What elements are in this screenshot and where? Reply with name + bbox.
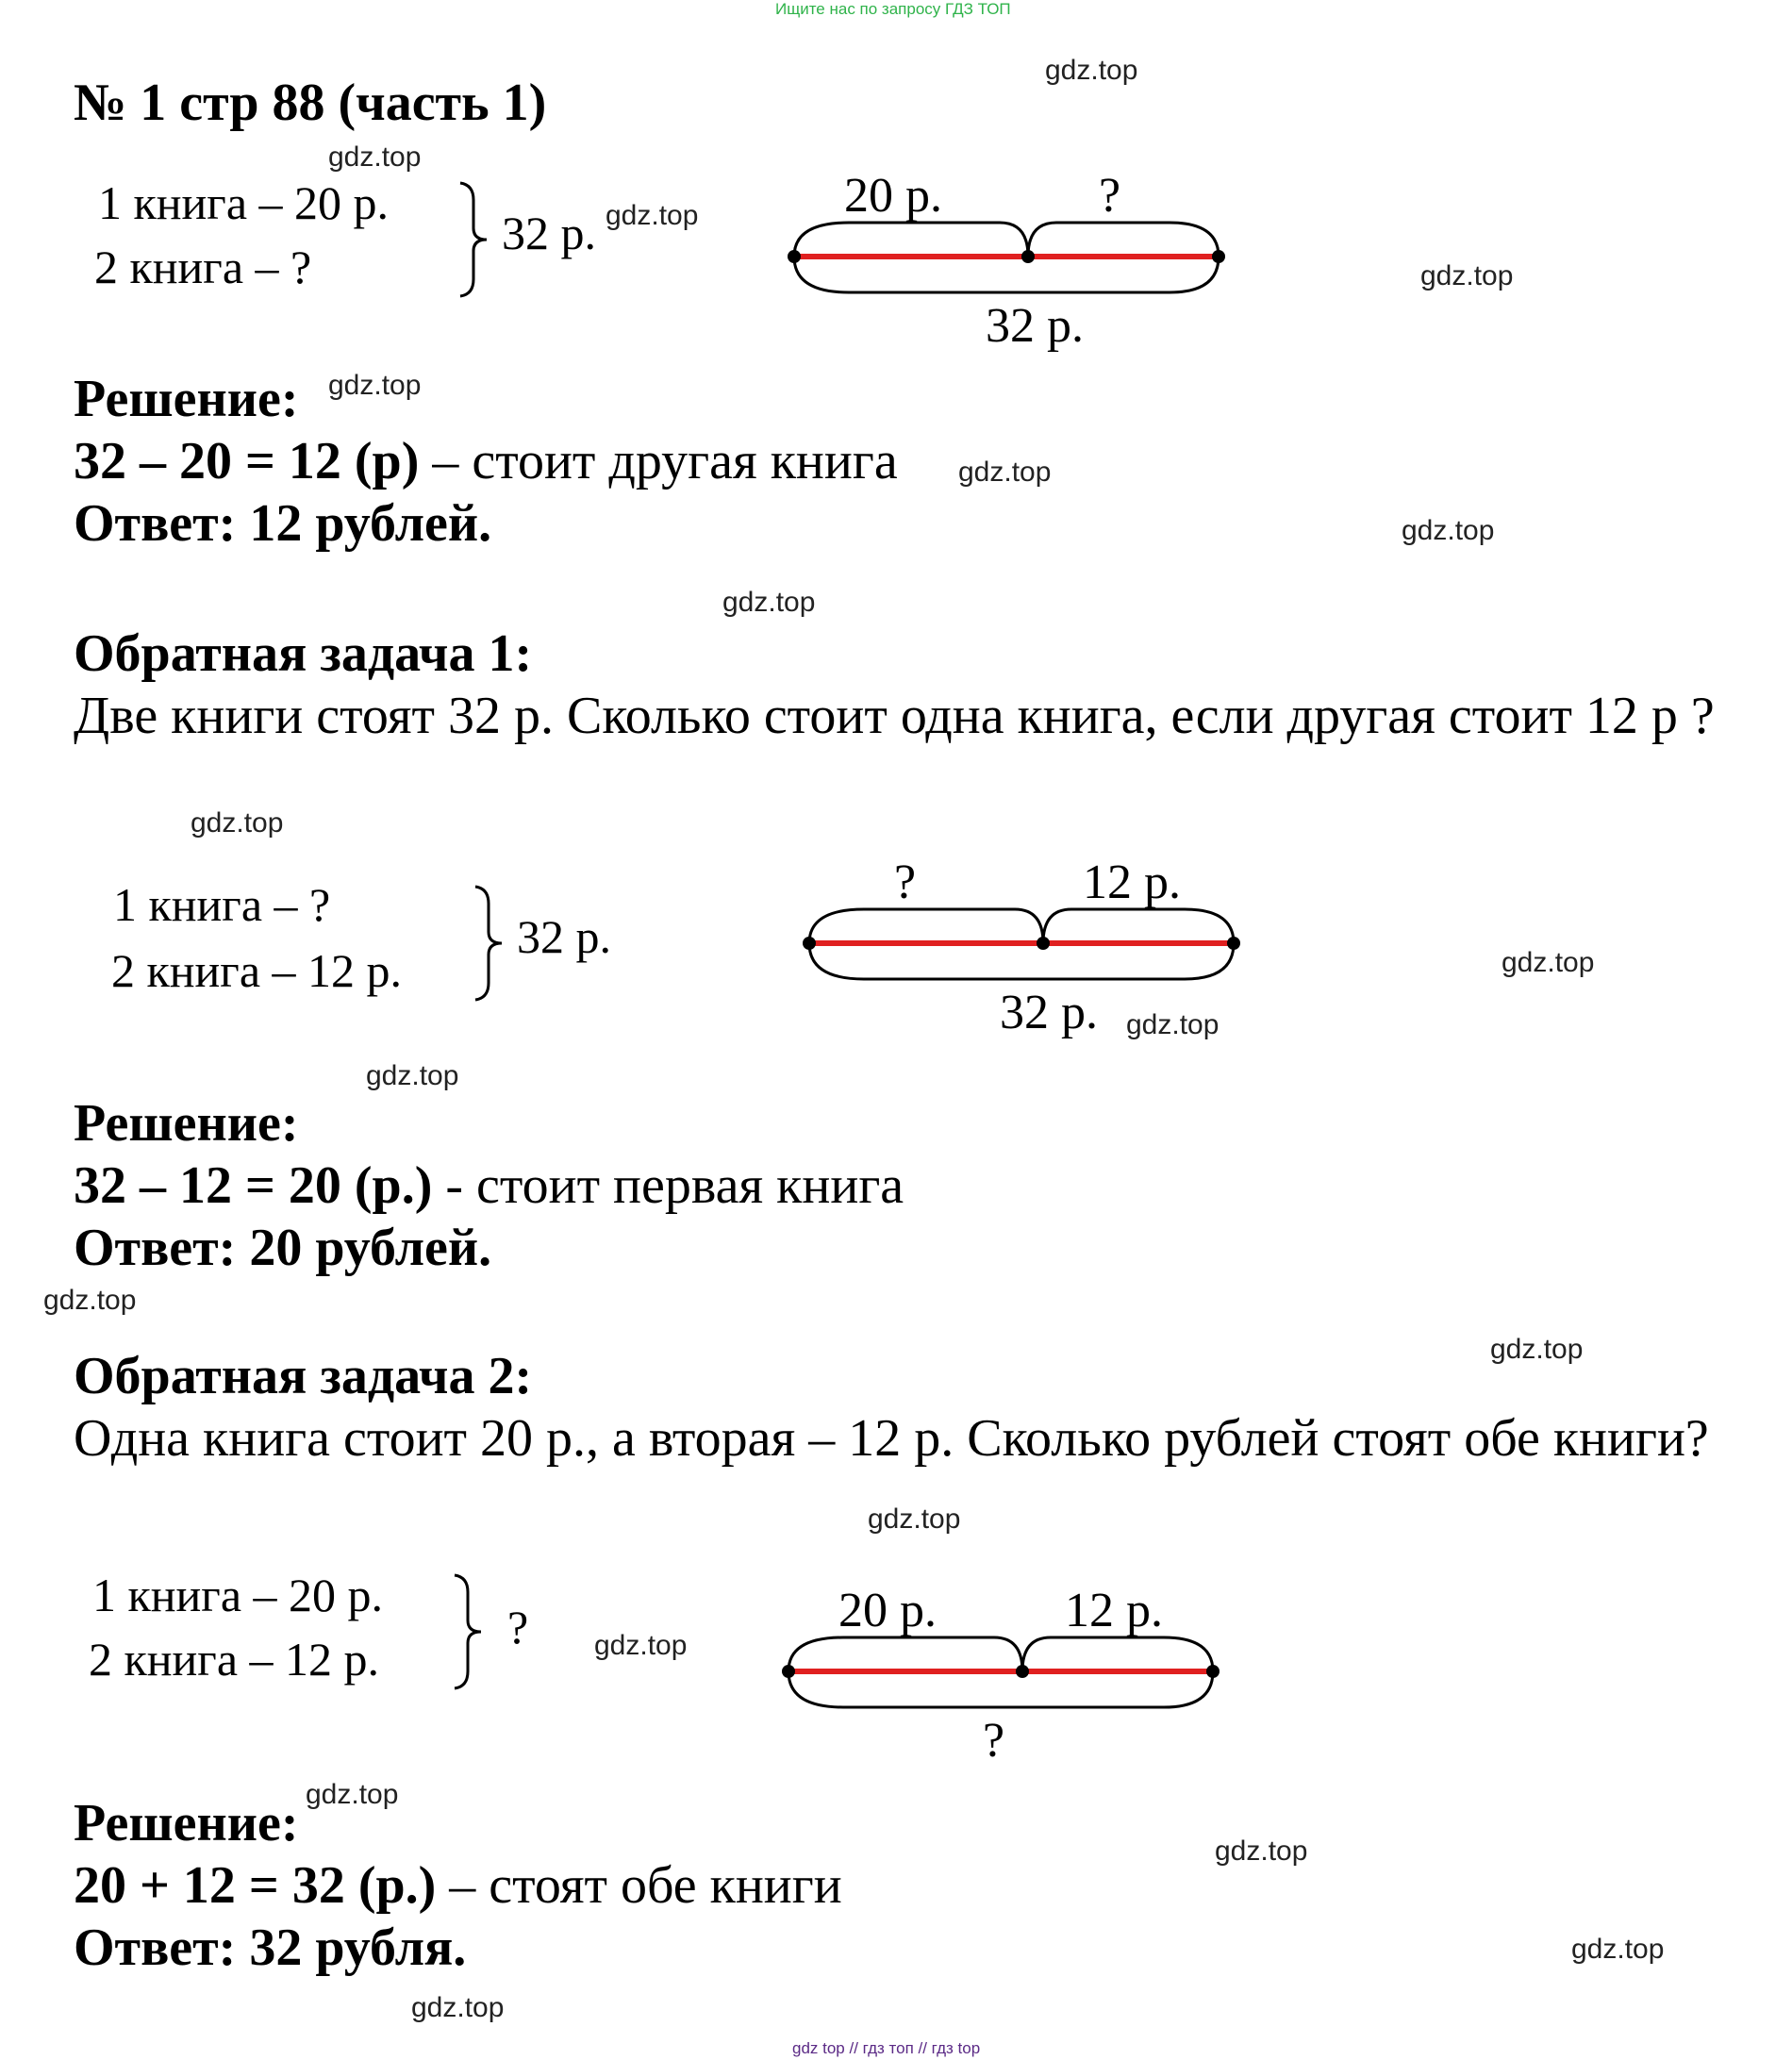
inverse-2-text: Одна книга стоит 20 р., а вторая – 12 р. Сколько рублей стоят обе книги? <box>74 1409 1709 1468</box>
inverse-2-brace-total: ? <box>507 1601 529 1653</box>
condition-line-2: 2 книга – ? <box>94 241 312 293</box>
watermark: gdz.top <box>1490 1334 1584 1365</box>
inverse-1-condition-line-2: 2 книга – 12 р. <box>111 944 403 997</box>
solution-expression: 32 – 12 = 20 (р.) <box>74 1156 433 1215</box>
watermark: gdz.top <box>328 370 422 401</box>
inverse-2-heading: Обратная задача 2: <box>74 1347 533 1405</box>
inverse-2-condition-line-1: 1 книга – 20 р. <box>92 1569 384 1621</box>
solution-label: Решение: <box>74 370 299 428</box>
segment-point-left <box>788 250 801 263</box>
watermark: gdz.top <box>306 1779 399 1810</box>
inverse-2-solution-label: Решение: <box>74 1794 299 1852</box>
segment-left-label: ? <box>894 856 917 909</box>
brace-bottom-arc <box>788 1671 1213 1707</box>
solution-line <box>74 430 898 492</box>
watermark: gdz.top <box>1571 1934 1665 1965</box>
solution-explanation: – стоят обе книги <box>436 1856 842 1915</box>
watermark: gdz.top <box>1402 515 1495 546</box>
segment-total-label: ? <box>983 1714 1005 1768</box>
brace-bottom-arc <box>794 257 1219 292</box>
segment-diagram <box>773 170 1245 358</box>
watermark: gdz.top <box>191 807 284 839</box>
answer-line: Ответ: 12 рублей. <box>74 494 492 553</box>
inverse-2-brace <box>451 1573 489 1690</box>
segment-point-middle <box>1037 937 1050 950</box>
watermark: gdz.top <box>366 1060 459 1091</box>
solution-expression: 20 + 12 = 32 (р.) <box>74 1856 437 1915</box>
inverse-1-condition-line-1: 1 книга – ? <box>113 878 331 931</box>
solution-explanation: – стоит другая книга <box>419 432 898 490</box>
footer-links: gdz top // гдз топ // гдз top <box>792 2039 981 2057</box>
inverse-1-solution-line <box>74 1155 904 1217</box>
segment-point-right <box>1212 250 1225 263</box>
segment-left-label: 20 р. <box>844 170 942 223</box>
watermark: gdz.top <box>411 1992 505 2023</box>
segment-total-label: 32 р. <box>986 299 1084 353</box>
segment-point-middle <box>1021 250 1035 263</box>
brace-bottom-arc <box>809 943 1234 979</box>
watermark: gdz.top <box>606 200 699 231</box>
inverse-2-condition-line-2: 2 книга – 12 р. <box>89 1633 380 1686</box>
inverse-1-brace <box>472 885 509 1002</box>
solution-explanation: - стоит первая книга <box>432 1156 904 1215</box>
brace-total-label: 32 р. <box>502 207 596 259</box>
segment-point-middle <box>1016 1665 1029 1678</box>
brace-top-arc <box>794 223 1219 257</box>
brace-top-arc <box>809 909 1234 943</box>
watermark: gdz.top <box>43 1285 137 1316</box>
solution-expression: 32 – 20 = 12 (р) <box>74 432 420 490</box>
segment-total-label: 32 р. <box>1000 986 1098 1039</box>
watermark: gdz.top <box>1126 1009 1220 1040</box>
inverse-1-solution-label: Решение: <box>74 1094 299 1153</box>
inverse-1-text: Две книги стоят 32 р. Сколько стоит одна книга, если другая стоит 12 р ? <box>74 687 1715 745</box>
brace-top-arc <box>788 1637 1213 1671</box>
watermark: gdz.top <box>328 141 422 173</box>
inverse-1-heading: Обратная задача 1: <box>74 624 533 683</box>
watermark: gdz.top <box>722 587 816 618</box>
watermark: gdz.top <box>958 457 1052 488</box>
watermark: gdz.top <box>1215 1836 1308 1867</box>
segment-right-label: 12 р. <box>1083 856 1181 909</box>
watermark: gdz.top <box>1045 55 1138 86</box>
condition-brace <box>456 181 494 298</box>
inverse-2-answer: Ответ: 32 рубля. <box>74 1919 467 1977</box>
inverse-2-segment-diagram <box>768 1585 1239 1773</box>
watermark: gdz.top <box>1502 947 1595 978</box>
segment-point-right <box>1206 1665 1220 1678</box>
watermark: gdz.top <box>868 1503 961 1535</box>
watermark: gdz.top <box>1420 260 1514 291</box>
segment-point-left <box>803 937 816 950</box>
segment-point-right <box>1227 937 1240 950</box>
segment-right-label: ? <box>1099 170 1121 223</box>
segment-point-left <box>782 1665 795 1678</box>
condition-line-1: 1 книга – 20 р. <box>98 176 390 229</box>
segment-right-label: 12 р. <box>1065 1585 1163 1637</box>
inverse-2-solution-line <box>74 1854 842 1917</box>
page-title: № 1 стр 88 (часть 1) <box>74 74 547 132</box>
top-banner: Ищите нас по запросу ГДЗ ТОП <box>775 0 1011 18</box>
inverse-1-brace-total: 32 р. <box>517 910 611 963</box>
segment-left-label: 20 р. <box>838 1585 937 1637</box>
watermark: gdz.top <box>594 1630 688 1661</box>
inverse-1-answer: Ответ: 20 рублей. <box>74 1219 492 1277</box>
